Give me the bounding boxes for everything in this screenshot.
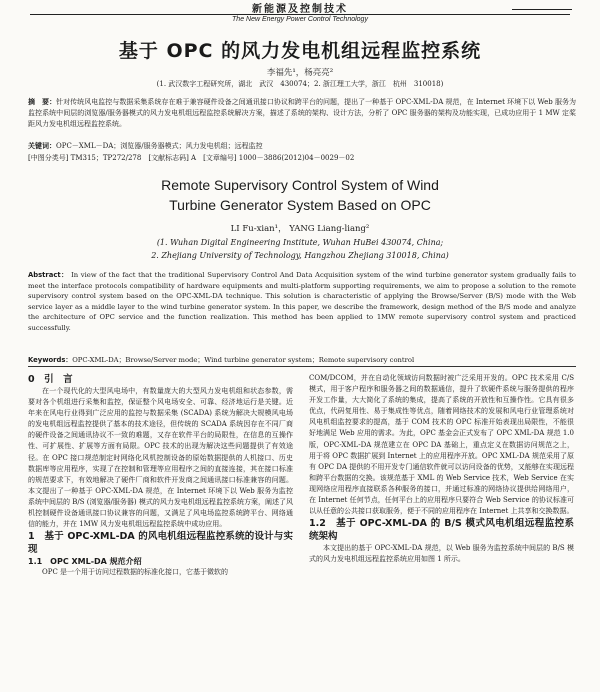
paper-title-en: [0, 175, 600, 215]
abstract-en: [28, 270, 576, 334]
journal-name: 新能源及控制技术: [252, 4, 348, 15]
body-column-left: [28, 373, 293, 578]
section-0-heading: 0 引 言: [28, 374, 73, 385]
keywords-zh: [28, 141, 576, 151]
authors-en: LI Fu-xian¹， YANG Liang-liang²: [230, 224, 370, 234]
keywords-en-label: Keywords：: [28, 356, 73, 364]
title-en-line2: Turbine Generator System Based on OPC: [169, 197, 431, 213]
header-rule: [30, 14, 570, 15]
affiliation-zh: (1. 武汉数字工程研究所，湖北 武汉 430074；2. 浙江理工大学，浙江 杭州 310018): [156, 80, 444, 88]
affiliation-en: [0, 236, 600, 262]
keywords-en-text: OPC-XML-DA；Browse/Server mode；Wind turbine generator system；Remote supervisory control: [72, 356, 415, 364]
authors-zh: 李福先¹，杨亮亮²: [266, 68, 334, 78]
classification-line: [中图分类号] TM315；TP272/278 [文献标志码] A [文章编号] 1000－3886(2012)04－0029－02: [28, 154, 355, 162]
paper-title-zh: 基于 OPC 的风力发电机组远程监控系统: [118, 40, 482, 62]
keywords-zh-label: 关键词：: [28, 142, 56, 150]
right-column-paragraph: COM/DCOM，并在自动化领域访问数据时被广泛采用开发的。OPC 技术采用 C/S 模式，用于客户程序和服务器之间的数据通信，提升了软硬件系统与服务提供的程序开发工作量，大大简化了系统的集成，提高了系统的开放性和互操作性。它具有很多优点，代码复用性、易于集成性等优点，随着网络技术的发展和风电行业管理系统对风电机组监控要求的提高，基于 COM 技术的 OPC 标准开始表现出局限性，不能很好地满足 Web 应用的需求。为此，OPC 基金会正式发布了 OPC XML-DA 规范 1.0 版，OPC-XML-DA 规范建立在 OPC DA 基础上，重点定义在数据访问规范之上，用于将 OPC 数据扩展到 Internet 上的应用程序开放。OPC XML-DA 规范采用了原有 OPC DA 提供的不用开发专门通信软件就可以访问设备的优势，又能够在实现远程和跨平台数据的交换。该规范基于 XML 的 Web Service 技术，Web Service 在实现网络应用程序直接联系各种服务的接口，并通过标准的网络协议提供给网络用户，在 Internet 任何节点，任何平台上的应用程序只要符合 Web Service 的协议标准可以从任意的公共接口获取服务，便于不同的应用程序在 Internet 上共享和交换数据。: [309, 374, 574, 516]
section-1-2-paragraph: 本文提出的基于 OPC-XML-DA 规范，以 Web 服务为监控系统中间层的 B/S 模式的风力发电机组远程监控系统应用如图 1 所示。: [309, 544, 574, 564]
abstract-zh-text: 针对传统风电监控与数据采集系统存在难于兼容硬件设备之间通讯接口协议和跨平台的问题，提出了一种基于 OPC-XML-DA 规范，在 Internet 环境下以 Web 服务为监控系统中间层的浏览器/服务器模式的风力发电机组远程监控系统解决方案，描述了系统的架构、设计方法，分析了 OPC 服务器的架构及功能实现，已成功应用于 1 MW 定桨距风力发电机组远程监控系统。: [28, 98, 577, 128]
abstract-zh: [28, 97, 576, 130]
header-page-mark: [512, 0, 572, 10]
section-1-1-paragraph: OPC 是一个用于访问过程数据的标准化接口，它基于微软的: [42, 568, 229, 577]
keywords-en: [28, 354, 576, 364]
keywords-zh-text: OPC－XML－DA；浏览器/服务器模式；风力发电机组；远程监控: [56, 142, 263, 150]
journal-subtitle: The New Energy Power Control Technology: [232, 16, 368, 23]
abstract-en-label: Abstract：: [28, 271, 69, 279]
affiliation-en-line1: (1. Wuhan Digital Engineering Institute, Wuhan HuBei 430074, China;: [156, 238, 444, 247]
abstract-en-text: In view of the fact that the traditional Supervisory Control And Data Acquisition system of the wind turbine generator system gradually fails to meet the interface protocols compatibility of hardware equipments and multi-platform supporting requirements, we aim to propose a solution to the remote supervisory control system based on the OPC-XML-DA technique. This solution is characteristic of applying the Browse/Server (B/S) mode with the Web service layer as a middle layer to the wind turbine generator system. In this paper, we describe the framework, design method of the B/S mode and analyze the architecture of OPC service and the function realization. This method has been applied to 1MW remote supervisory control system and practiced successfully.: [28, 271, 576, 332]
title-en-line1: Remote Supervisory Control System of Wind: [161, 177, 439, 193]
section-0-paragraph: 在一个现代化的大型风电场中，有数量庞大的大型风力发电机组和状态参数，需要对各个机组进行采集和监控，保证整个风电场安全、可靠、经济地运行是关键。近年来在风电行业得到广泛应用的监控与数据采集 (SCADA) 系统为解决大规模风电场的发电机组远程监控提供了基本的技术途径，但传统的 SCADA 系统因存在不同厂商的硬件设备之间通讯协议不一致的难题，又存在软件平台的局限性，在信息的互操作性、可扩展性、扩展等方面有局限。OPC 技术的出现为解决这些问题提供了有效途径。在 OPC 接口规范制定时网络化风机控制设备的原始数据提供的人机接口、历史数据库等应用程序，实现了在控制和管理等应用程序之间的直接连接，其在接口标准的规范要求下，有效地解决了硬件厂商和软件开发商之间通讯接口标准兼容的问题。本文提出了一种基于 OPC-XML-DA 规范，在 Internet 环境下以 Web 服务为监控系统中间层的 B/S (浏览器/服务器) 模式的风力发电机组远程监控系统方案，阐述了风机控制硬件设备通讯接口协议兼容的问题，又满足了风电场监控系统跨平台、网络通信的能力，并在 1MW 风力发电机组远程监控系统中成功应用。: [28, 387, 293, 529]
body-column-right: [309, 373, 574, 565]
abstract-zh-label: 摘 要：: [28, 98, 57, 106]
affiliation-en-line2: 2. Zhejiang University of Technology, Hangzhou Zhejiang 310018, China): [151, 251, 449, 260]
section-divider: [28, 366, 576, 367]
section-1-heading: 1 基于 OPC-XML-DA 的风电机组远程监控系统的设计与实现: [28, 531, 293, 556]
section-1-1-heading: 1.1 OPC XML-DA 规范介绍: [28, 557, 142, 567]
section-1-2-heading: 1.2 基于 OPC-XML-DA 的 B/S 模式风电机组远程监控系统架构: [309, 518, 574, 543]
